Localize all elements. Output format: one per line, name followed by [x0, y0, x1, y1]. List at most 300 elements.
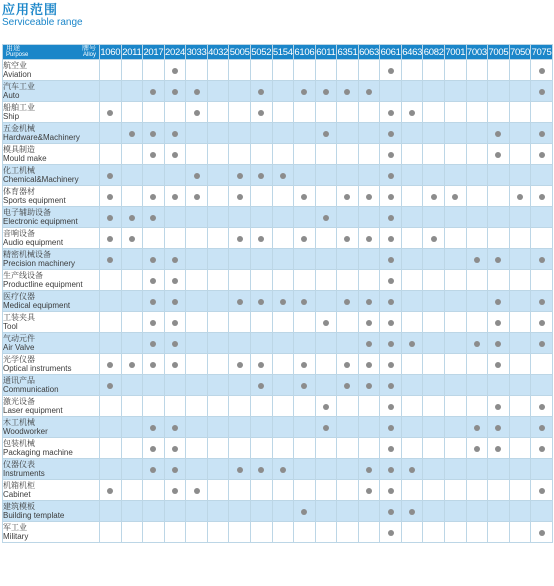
- usage-dot-icon: [237, 467, 243, 473]
- usage-cell: [401, 396, 423, 417]
- usage-dot-icon: [388, 530, 394, 536]
- usage-dot-icon: [388, 257, 394, 263]
- usage-cell: [294, 123, 316, 144]
- usage-cell: [229, 333, 251, 354]
- purpose-cn: 建筑模板: [3, 502, 35, 511]
- alloy-column-header: 6082: [423, 46, 444, 58]
- usage-cell: [100, 291, 122, 312]
- usage-cell: [121, 144, 143, 165]
- usage-cell: [358, 102, 380, 123]
- usage-cell: [358, 186, 380, 207]
- usage-cell: [315, 144, 337, 165]
- usage-dot-icon: [107, 383, 113, 389]
- usage-cell: [531, 291, 553, 312]
- purpose-en: Mould make: [3, 154, 47, 163]
- usage-dot-icon: [194, 89, 200, 95]
- purpose-cell: [3, 207, 100, 228]
- usage-dot-icon: [388, 488, 394, 494]
- usage-cell: [164, 270, 186, 291]
- usage-cell: [423, 228, 445, 249]
- usage-cell: [186, 102, 208, 123]
- purpose-cell: [3, 165, 100, 186]
- usage-cell: [358, 228, 380, 249]
- usage-dot-icon: [301, 194, 307, 200]
- usage-dot-icon: [172, 89, 178, 95]
- usage-cell: [207, 60, 229, 81]
- usage-dot-icon: [539, 425, 545, 431]
- usage-cell: [272, 228, 294, 249]
- usage-dot-icon: [409, 341, 415, 347]
- page-header: [2, 3, 83, 29]
- usage-dot-icon: [172, 341, 178, 347]
- usage-cell: [143, 501, 165, 522]
- alloy-column-header: 2017: [143, 46, 164, 58]
- usage-cell: [401, 438, 423, 459]
- usage-cell: [250, 207, 272, 228]
- table-row: [3, 396, 553, 417]
- alloy-column-header: 4032: [208, 46, 229, 58]
- usage-cell: [531, 417, 553, 438]
- usage-dot-icon: [150, 341, 156, 347]
- usage-cell: [337, 249, 359, 270]
- alloy-column-header: 6351: [337, 46, 358, 58]
- usage-cell: [229, 291, 251, 312]
- usage-cell: [380, 123, 402, 144]
- usage-cell: [509, 291, 531, 312]
- usage-cell: [509, 459, 531, 480]
- usage-cell: [466, 249, 488, 270]
- usage-dot-icon: [301, 362, 307, 368]
- usage-dot-icon: [495, 404, 501, 410]
- usage-dot-icon: [539, 89, 545, 95]
- usage-cell: [143, 165, 165, 186]
- usage-cell: [294, 480, 316, 501]
- usage-cell: [401, 522, 423, 543]
- usage-dot-icon: [150, 215, 156, 221]
- usage-cell: [143, 522, 165, 543]
- usage-cell: [250, 501, 272, 522]
- usage-cell: [229, 501, 251, 522]
- purpose-en: Hardware&Machinery: [3, 133, 80, 142]
- usage-cell: [466, 123, 488, 144]
- usage-dot-icon: [539, 446, 545, 452]
- usage-dot-icon: [344, 383, 350, 389]
- usage-cell: [423, 186, 445, 207]
- table-row: [3, 270, 553, 291]
- usage-dot-icon: [237, 362, 243, 368]
- usage-dot-icon: [474, 341, 480, 347]
- usage-cell: [100, 417, 122, 438]
- usage-cell: [164, 186, 186, 207]
- usage-dot-icon: [107, 110, 113, 116]
- purpose-en: Woodworker: [3, 427, 48, 436]
- purpose-en: Optical instruments: [3, 364, 72, 373]
- usage-dot-icon: [194, 110, 200, 116]
- purpose-header-cn: 用途: [6, 45, 20, 52]
- usage-cell: [229, 228, 251, 249]
- usage-cell: [272, 396, 294, 417]
- usage-cell: [531, 207, 553, 228]
- usage-cell: [380, 333, 402, 354]
- usage-cell: [143, 459, 165, 480]
- usage-cell: [380, 438, 402, 459]
- usage-dot-icon: [366, 194, 372, 200]
- usage-cell: [100, 228, 122, 249]
- usage-cell: [315, 312, 337, 333]
- usage-cell: [401, 81, 423, 102]
- usage-dot-icon: [388, 173, 394, 179]
- purpose-cn: 船舶工业: [3, 103, 35, 112]
- usage-dot-icon: [172, 152, 178, 158]
- usage-cell: [358, 333, 380, 354]
- usage-cell: [423, 522, 445, 543]
- usage-cell: [423, 501, 445, 522]
- usage-dot-icon: [344, 362, 350, 368]
- usage-dot-icon: [172, 467, 178, 473]
- usage-cell: [466, 459, 488, 480]
- purpose-cn: 航空业: [3, 61, 27, 70]
- usage-cell: [100, 333, 122, 354]
- usage-cell: [164, 228, 186, 249]
- usage-cell: [143, 186, 165, 207]
- usage-cell: [164, 501, 186, 522]
- usage-cell: [531, 438, 553, 459]
- purpose-cn: 仪器仪表: [3, 460, 35, 469]
- usage-cell: [121, 81, 143, 102]
- usage-dot-icon: [129, 215, 135, 221]
- usage-cell: [100, 249, 122, 270]
- usage-cell: [164, 249, 186, 270]
- usage-cell: [337, 417, 359, 438]
- usage-cell: [294, 354, 316, 375]
- usage-cell: [164, 375, 186, 396]
- usage-dot-icon: [150, 446, 156, 452]
- serviceable-range-table: [2, 44, 553, 543]
- usage-cell: [272, 522, 294, 543]
- usage-cell: [250, 144, 272, 165]
- usage-cell: [100, 207, 122, 228]
- usage-cell: [423, 270, 445, 291]
- usage-cell: [121, 228, 143, 249]
- usage-cell: [272, 207, 294, 228]
- alloy-header-en: Alloy: [82, 52, 96, 58]
- usage-cell: [121, 60, 143, 81]
- alloy-column-header: 7005: [488, 46, 509, 58]
- usage-cell: [143, 81, 165, 102]
- purpose-cell: [3, 396, 100, 417]
- usage-cell: [337, 396, 359, 417]
- usage-cell: [380, 417, 402, 438]
- purpose-cell: [3, 438, 100, 459]
- alloy-column-header: 3033: [186, 46, 207, 58]
- purpose-cell: [3, 354, 100, 375]
- usage-cell: [380, 144, 402, 165]
- usage-cell: [143, 291, 165, 312]
- usage-cell: [509, 249, 531, 270]
- usage-dot-icon: [539, 299, 545, 305]
- alloy-column-header: 6106: [294, 46, 315, 58]
- usage-dot-icon: [150, 194, 156, 200]
- usage-dot-icon: [172, 257, 178, 263]
- usage-cell: [186, 522, 208, 543]
- usage-cell: [164, 207, 186, 228]
- usage-cell: [423, 459, 445, 480]
- usage-cell: [186, 417, 208, 438]
- usage-cell: [531, 102, 553, 123]
- usage-cell: [509, 123, 531, 144]
- usage-cell: [164, 312, 186, 333]
- purpose-cn: 激光设备: [3, 397, 35, 406]
- usage-cell: [509, 270, 531, 291]
- purpose-en: Military: [3, 532, 29, 541]
- usage-cell: [250, 375, 272, 396]
- usage-cell: [186, 60, 208, 81]
- usage-cell: [229, 249, 251, 270]
- usage-cell: [466, 186, 488, 207]
- usage-dot-icon: [366, 299, 372, 305]
- usage-cell: [164, 60, 186, 81]
- usage-cell: [358, 375, 380, 396]
- usage-cell: [401, 354, 423, 375]
- usage-cell: [380, 270, 402, 291]
- usage-cell: [207, 81, 229, 102]
- usage-cell: [250, 354, 272, 375]
- usage-cell: [358, 249, 380, 270]
- usage-cell: [445, 144, 467, 165]
- usage-cell: [488, 501, 510, 522]
- usage-cell: [229, 480, 251, 501]
- usage-cell: [250, 228, 272, 249]
- usage-cell: [531, 480, 553, 501]
- usage-dot-icon: [107, 215, 113, 221]
- usage-cell: [337, 522, 359, 543]
- purpose-cn: 汽车工业: [3, 82, 35, 91]
- usage-cell: [121, 312, 143, 333]
- usage-cell: [272, 459, 294, 480]
- usage-cell: [186, 249, 208, 270]
- usage-cell: [100, 312, 122, 333]
- usage-cell: [337, 459, 359, 480]
- alloy-column-header: 7001: [445, 46, 466, 58]
- usage-cell: [250, 291, 272, 312]
- usage-cell: [143, 228, 165, 249]
- usage-cell: [207, 144, 229, 165]
- usage-cell: [509, 165, 531, 186]
- usage-cell: [401, 60, 423, 81]
- alloy-header-cn: 牌号: [82, 45, 96, 52]
- usage-dot-icon: [258, 362, 264, 368]
- usage-cell: [509, 354, 531, 375]
- alloy-column-header: 6061: [380, 46, 401, 58]
- usage-cell: [466, 165, 488, 186]
- table-row: [3, 333, 553, 354]
- purpose-cell: [3, 459, 100, 480]
- usage-cell: [337, 81, 359, 102]
- usage-dot-icon: [258, 89, 264, 95]
- usage-cell: [121, 459, 143, 480]
- usage-cell: [337, 228, 359, 249]
- usage-cell: [121, 417, 143, 438]
- table-row: [3, 438, 553, 459]
- purpose-cell: [3, 249, 100, 270]
- usage-cell: [315, 228, 337, 249]
- usage-cell: [358, 144, 380, 165]
- usage-cell: [100, 165, 122, 186]
- table-row: [3, 186, 553, 207]
- usage-cell: [445, 270, 467, 291]
- purpose-cn: 医疗仪器: [3, 292, 35, 301]
- table-row: [3, 480, 553, 501]
- usage-dot-icon: [344, 89, 350, 95]
- usage-dot-icon: [431, 194, 437, 200]
- usage-cell: [466, 375, 488, 396]
- usage-cell: [423, 144, 445, 165]
- usage-dot-icon: [344, 299, 350, 305]
- usage-cell: [337, 438, 359, 459]
- usage-dot-icon: [388, 383, 394, 389]
- usage-dot-icon: [495, 131, 501, 137]
- usage-dot-icon: [495, 341, 501, 347]
- usage-cell: [358, 417, 380, 438]
- usage-cell: [143, 60, 165, 81]
- usage-cell: [401, 375, 423, 396]
- usage-dot-icon: [474, 425, 480, 431]
- usage-cell: [100, 522, 122, 543]
- usage-cell: [121, 438, 143, 459]
- usage-cell: [100, 186, 122, 207]
- usage-cell: [186, 438, 208, 459]
- usage-cell: [358, 396, 380, 417]
- usage-dot-icon: [388, 152, 394, 158]
- usage-cell: [445, 396, 467, 417]
- usage-cell: [401, 207, 423, 228]
- usage-cell: [315, 165, 337, 186]
- page-title: 应用范围: [2, 2, 59, 17]
- usage-cell: [401, 249, 423, 270]
- usage-cell: [121, 480, 143, 501]
- usage-dot-icon: [323, 425, 329, 431]
- usage-cell: [272, 123, 294, 144]
- usage-dot-icon: [129, 362, 135, 368]
- usage-cell: [445, 123, 467, 144]
- usage-dot-icon: [172, 299, 178, 305]
- alloy-column-header: 7075: [531, 46, 552, 58]
- usage-cell: [100, 144, 122, 165]
- purpose-en: Instruments: [3, 469, 45, 478]
- usage-dot-icon: [172, 68, 178, 74]
- usage-cell: [121, 102, 143, 123]
- purpose-en: Audio equipment: [3, 238, 64, 247]
- usage-cell: [337, 291, 359, 312]
- usage-cell: [466, 102, 488, 123]
- usage-cell: [337, 60, 359, 81]
- usage-cell: [100, 60, 122, 81]
- usage-cell: [229, 312, 251, 333]
- table-row: [3, 375, 553, 396]
- usage-dot-icon: [388, 425, 394, 431]
- usage-cell: [445, 354, 467, 375]
- usage-dot-icon: [495, 362, 501, 368]
- usage-cell: [488, 249, 510, 270]
- usage-cell: [207, 375, 229, 396]
- usage-cell: [423, 123, 445, 144]
- usage-cell: [531, 501, 553, 522]
- usage-dot-icon: [344, 194, 350, 200]
- usage-dot-icon: [107, 488, 113, 494]
- purpose-en: Electronic equipment: [3, 217, 78, 226]
- usage-cell: [531, 228, 553, 249]
- usage-cell: [401, 480, 423, 501]
- usage-cell: [164, 459, 186, 480]
- usage-dot-icon: [388, 467, 394, 473]
- usage-dot-icon: [366, 488, 372, 494]
- usage-cell: [509, 102, 531, 123]
- usage-cell: [423, 312, 445, 333]
- purpose-cell: [3, 522, 100, 543]
- purpose-cn: 精密机械设备: [3, 250, 51, 259]
- usage-cell: [315, 60, 337, 81]
- usage-dot-icon: [323, 320, 329, 326]
- usage-cell: [315, 501, 337, 522]
- usage-cell: [143, 480, 165, 501]
- usage-cell: [100, 480, 122, 501]
- usage-dot-icon: [258, 383, 264, 389]
- usage-cell: [337, 333, 359, 354]
- usage-cell: [380, 459, 402, 480]
- usage-cell: [423, 291, 445, 312]
- usage-cell: [401, 123, 423, 144]
- usage-dot-icon: [150, 89, 156, 95]
- usage-cell: [100, 270, 122, 291]
- usage-cell: [445, 459, 467, 480]
- usage-dot-icon: [301, 509, 307, 515]
- usage-cell: [207, 438, 229, 459]
- usage-cell: [164, 123, 186, 144]
- usage-dot-icon: [539, 68, 545, 74]
- table-row: [3, 102, 553, 123]
- table-header-row: [3, 45, 553, 60]
- usage-cell: [229, 270, 251, 291]
- usage-cell: [337, 312, 359, 333]
- usage-cell: [250, 123, 272, 144]
- purpose-cn: 工装夹具: [3, 313, 35, 322]
- usage-dot-icon: [388, 131, 394, 137]
- usage-cell: [380, 375, 402, 396]
- usage-dot-icon: [366, 320, 372, 326]
- usage-cell: [100, 102, 122, 123]
- usage-cell: [207, 102, 229, 123]
- purpose-en: Medical equipment: [3, 301, 71, 310]
- usage-cell: [250, 396, 272, 417]
- usage-cell: [229, 165, 251, 186]
- usage-cell: [272, 333, 294, 354]
- usage-cell: [143, 207, 165, 228]
- usage-dot-icon: [539, 488, 545, 494]
- usage-cell: [380, 480, 402, 501]
- usage-dot-icon: [388, 215, 394, 221]
- usage-dot-icon: [172, 194, 178, 200]
- usage-cell: [466, 333, 488, 354]
- purpose-en: Packaging machine: [3, 448, 73, 457]
- usage-cell: [401, 228, 423, 249]
- usage-dot-icon: [150, 425, 156, 431]
- usage-cell: [250, 102, 272, 123]
- usage-cell: [164, 144, 186, 165]
- usage-dot-icon: [258, 299, 264, 305]
- usage-cell: [423, 480, 445, 501]
- usage-cell: [358, 207, 380, 228]
- usage-cell: [250, 81, 272, 102]
